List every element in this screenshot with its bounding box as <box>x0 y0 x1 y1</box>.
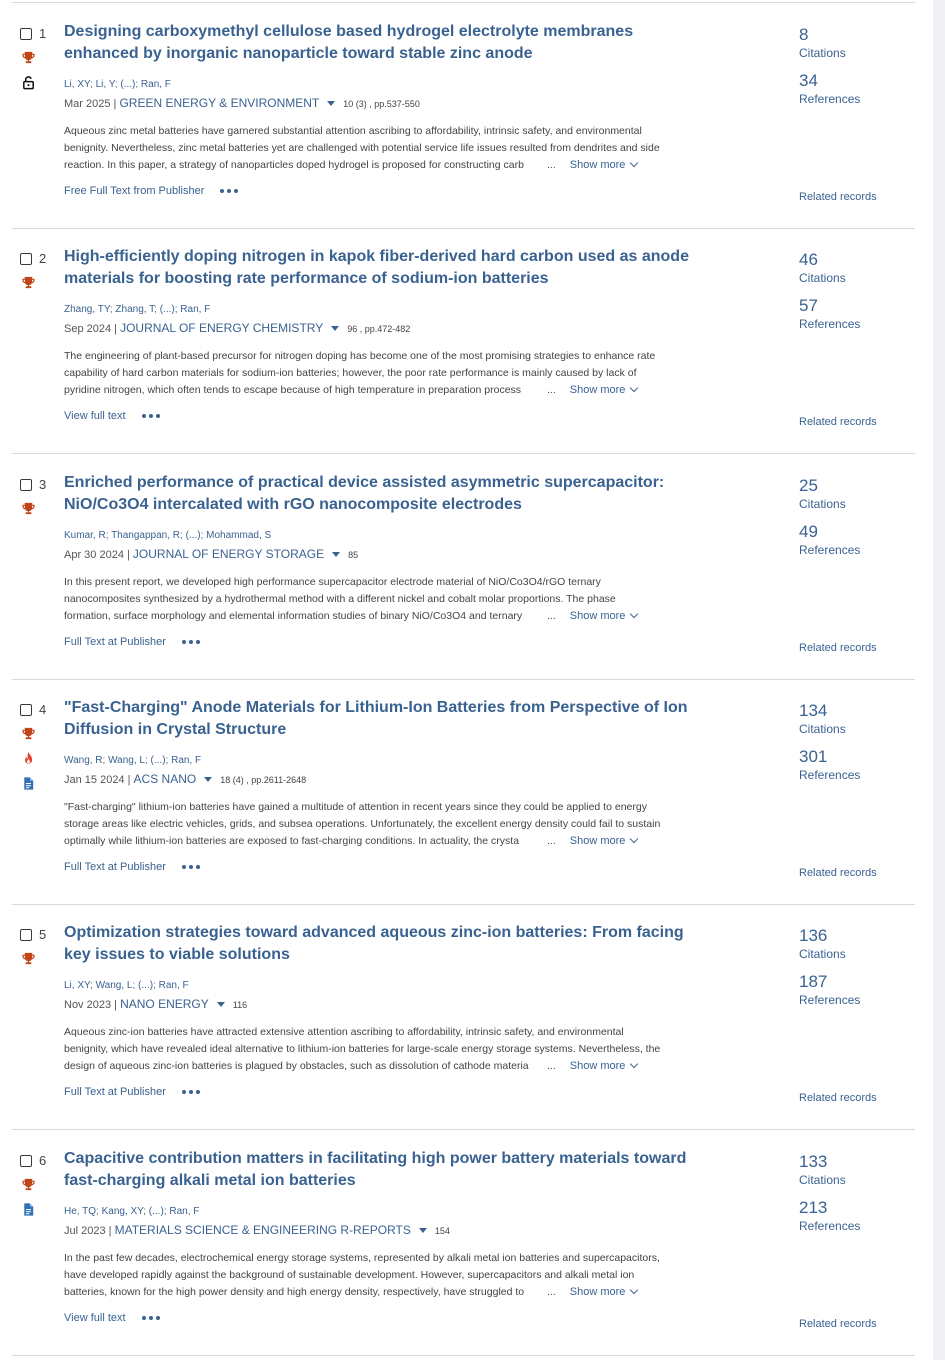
author-link[interactable]: Ran, F <box>169 1205 200 1217</box>
related-records-link[interactable]: Related records <box>799 191 877 203</box>
volume-pages: 96 , pp.472-482 <box>347 324 411 335</box>
journal-link[interactable]: NANO ENERGY <box>120 997 209 1012</box>
references-count-link[interactable]: 213 <box>799 1197 828 1217</box>
chevron-down-icon <box>630 1060 638 1068</box>
author-link[interactable]: (...) <box>138 980 154 992</box>
authors: Kumar, R; Thangappan, R; (...); Mohammad, S <box>64 529 272 541</box>
author-link[interactable]: Ran, F <box>158 980 189 992</box>
author-link[interactable]: Zhang, TY <box>64 304 110 316</box>
citations-label[interactable]: Citations <box>799 1172 846 1187</box>
volume-pages: 85 <box>348 549 359 560</box>
more-options-icon[interactable] <box>182 640 200 644</box>
abstract-line: capability of hard carbon materials for sodium-ion batteries; however, the poor rate performance is mainly caused by lack of <box>64 367 637 380</box>
related-records-link[interactable]: Related records <box>799 641 877 654</box>
journal-dropdown-icon[interactable] <box>204 777 212 782</box>
journal-dropdown-icon[interactable] <box>327 101 335 106</box>
full-text-link[interactable] <box>64 861 200 873</box>
references-count-link[interactable]: 187 <box>799 972 828 992</box>
author-link[interactable]: (...) <box>185 529 201 541</box>
trophy-icon <box>21 1177 36 1192</box>
chevron-down-icon <box>630 609 638 617</box>
publication-meta <box>64 547 358 561</box>
journal-dropdown-icon[interactable] <box>331 326 339 331</box>
references-label[interactable]: References <box>799 92 861 106</box>
abstract-line: storage areas like electric vehicles, grids, and subsea operations. Unfortunately, the excellent energy density could fail to sustain <box>64 817 661 830</box>
trophy-icon <box>21 275 36 290</box>
author-link[interactable]: Ran, F <box>180 304 211 316</box>
full-text-label: Full Text at Publisher <box>64 860 166 873</box>
related-records-link[interactable]: Related records <box>799 1317 877 1330</box>
citations-label[interactable]: Citations <box>799 721 846 736</box>
references-label[interactable]: References <box>799 1218 861 1233</box>
abstract-line: reaction. In this paper, a strategy of nanoparticles doped hydrogel is proposed for constructing carb <box>64 159 524 171</box>
select-checkbox[interactable] <box>20 1155 32 1167</box>
citations-count-link[interactable]: 46 <box>799 250 818 270</box>
abstract-line: The engineering of plant-based precursor for nitrogen doping has become one of the most promising strategies to enhance rate <box>64 350 656 363</box>
chevron-down-icon <box>630 159 638 167</box>
author-link[interactable]: Thangappan, R <box>111 529 181 541</box>
publication-date: Apr 30 2024 | <box>64 548 130 561</box>
abstract-ellipsis: ... <box>547 834 556 847</box>
publication-date: Jul 2023 | <box>64 1224 112 1237</box>
result-record <box>12 679 915 905</box>
abstract-line: design of aqueous zinc-ion batteries is plagued by obstacles, such as dissolution of cathode materia <box>64 1060 529 1073</box>
show-more-link[interactable] <box>570 1284 638 1301</box>
result-record <box>12 1130 915 1356</box>
volume-pages: 116 <box>232 1000 248 1011</box>
citations-label[interactable]: Citations <box>799 271 846 286</box>
show-more-link[interactable] <box>570 382 638 399</box>
select-checkbox[interactable] <box>20 253 32 265</box>
author-link[interactable]: Wang, L <box>108 754 145 766</box>
full-text-label: Free Full Text from Publisher <box>64 185 205 197</box>
abstract <box>64 574 694 625</box>
select-checkbox[interactable] <box>20 929 32 941</box>
journal-link[interactable]: GREEN ENERGY & ENVIRONMENT <box>119 96 320 110</box>
select-checkbox[interactable] <box>20 704 32 716</box>
author-link[interactable]: Li, Y <box>95 79 115 90</box>
metrics <box>799 1152 860 1234</box>
show-more-label: Show more <box>569 159 626 171</box>
author-link[interactable]: Kumar, R <box>64 529 106 541</box>
review-document-icon <box>21 776 36 791</box>
abstract-line: Aqueous zinc-ion batteries have attracted extensive attention ascribing to affordability, intrinsic safety, and environmental <box>64 1026 624 1039</box>
journal-link[interactable]: JOURNAL OF ENERGY CHEMISTRY <box>120 321 324 336</box>
abstract-line: optimally while lithium-ion batteries are exposed to fast-charging conditions. In actuality, the crysta <box>64 834 520 847</box>
abstract-ellipsis: ... <box>547 1060 556 1073</box>
citations-count-link[interactable]: 133 <box>799 1151 828 1171</box>
record-title-link[interactable]: Capacitive contribution matters in facilitating high power battery materials toward fast-charging alkali metal ion batteries <box>64 1149 687 1189</box>
citations-label[interactable]: Citations <box>799 496 846 511</box>
authors: Li, XY; Wang, L; (...); Ran, F <box>64 980 189 992</box>
trophy-icon <box>21 50 36 65</box>
author-link[interactable]: (...) <box>148 1205 164 1217</box>
metrics <box>799 926 860 1008</box>
references-count-link[interactable]: 34 <box>799 71 818 90</box>
record-number: 4 <box>39 701 47 717</box>
publication-date: Jan 15 2024 | <box>64 773 131 786</box>
author-link[interactable]: Zhang, T <box>115 304 155 316</box>
author-link[interactable]: He, TQ <box>64 1205 97 1217</box>
author-link[interactable]: Wang, L <box>95 980 133 992</box>
full-text-link[interactable] <box>64 410 160 422</box>
hot-paper-icon <box>21 751 36 766</box>
abstract-line: nanocomposites synthesized by a hydrothermal method with a different nickel and cobalt molar proportions. The phase <box>64 592 616 605</box>
references-count-link[interactable]: 49 <box>799 521 818 541</box>
references-count-link[interactable]: 57 <box>799 296 818 316</box>
result-record <box>12 904 915 1130</box>
citations-count-link[interactable]: 8 <box>799 25 809 44</box>
metrics <box>799 701 860 783</box>
scrollbar[interactable] <box>933 0 945 1360</box>
abstract <box>64 123 694 174</box>
full-text-link[interactable] <box>64 1312 160 1324</box>
full-text-link[interactable] <box>64 636 200 648</box>
metrics <box>799 250 860 332</box>
related-records-link[interactable]: Related records <box>799 866 877 879</box>
full-text-label: View full text <box>64 410 126 423</box>
abstract-line: benignity, which have revealed ideal alternative to lithium-ion batteries for large-scale energy storage systems. Nevertheless, the <box>64 1043 661 1056</box>
open-access-icon <box>21 75 36 90</box>
chevron-down-icon <box>630 384 638 392</box>
publication-meta <box>64 96 420 110</box>
more-options-icon[interactable] <box>142 414 160 418</box>
more-options-icon[interactable] <box>142 1316 160 1320</box>
references-label[interactable]: References <box>799 317 861 332</box>
abstract-line: In this present report, we developed high performance supercapacitor electrode material of NiO/Co3O4/rGO ternary <box>64 575 601 588</box>
volume-pages: 154 <box>434 1225 450 1236</box>
show-more-label: Show more <box>569 1285 626 1298</box>
author-link[interactable]: Ran, F <box>171 754 202 766</box>
more-options-icon[interactable] <box>182 1090 200 1094</box>
authors: Li, XY; Li, Y; (...); Ran, F <box>64 79 171 90</box>
author-link[interactable]: Wang, R <box>64 754 103 766</box>
abstract-line: benignity. Nevertheless, zinc metal batteries yet are challenged with potential service life issues resulted from dendrites and side <box>64 142 660 154</box>
related-records-link[interactable]: Related records <box>799 1092 877 1105</box>
result-record <box>12 3 915 229</box>
metrics <box>799 476 860 558</box>
related-records-link[interactable]: Related records <box>799 416 877 429</box>
full-text-label: Full Text at Publisher <box>64 1086 166 1099</box>
abstract <box>64 1024 694 1075</box>
citations-label[interactable]: Citations <box>799 46 846 60</box>
references-count-link[interactable]: 301 <box>799 746 828 766</box>
publication-meta <box>64 772 306 786</box>
review-document-icon <box>21 1202 36 1217</box>
trophy-icon <box>21 501 36 516</box>
abstract-line: pyridine nitrogen, which often tends to escape because of high temperature in preparation process <box>64 384 522 397</box>
author-link[interactable]: Li, XY <box>64 79 91 90</box>
abstract <box>64 1250 694 1301</box>
metrics <box>799 25 860 107</box>
abstract-line: Aqueous zinc metal batteries have garnered substantial attention ascribing to affordability, intrinsic safety, and environmental <box>64 125 642 137</box>
result-record <box>12 228 915 454</box>
publication-date: Nov 2023 | <box>64 999 118 1012</box>
citations-count-link[interactable]: 136 <box>799 926 828 946</box>
more-options-icon[interactable] <box>182 865 200 869</box>
record-number: 1 <box>39 26 47 41</box>
abstract-ellipsis: ... <box>547 1285 556 1298</box>
journal-link[interactable]: MATERIALS SCIENCE & ENGINEERING R-REPORTS <box>114 1222 411 1237</box>
show-more-label: Show more <box>569 609 626 622</box>
author-link[interactable]: Ran, F <box>140 79 171 90</box>
publication-meta <box>64 321 410 335</box>
author-link[interactable]: (...) <box>159 304 175 316</box>
citations-count-link[interactable]: 25 <box>799 475 818 495</box>
trophy-icon <box>21 951 36 966</box>
record-title-link[interactable]: Enriched performance of practical device assisted asymmetric supercapacitor: NiO/Co3O4 intercalated with rGO nanocomposite electrodes <box>64 473 665 513</box>
show-more-label: Show more <box>569 384 626 397</box>
full-text-label: Full Text at Publisher <box>64 635 166 648</box>
abstract-ellipsis: ... <box>547 159 556 171</box>
record-title-link[interactable]: Designing carboxymethyl cellulose based hydrogel electrolyte membranes enhanced by inorganic nanoparticle toward stable zinc anode <box>64 23 634 62</box>
chevron-down-icon <box>630 835 638 843</box>
abstract-line: "Fast-charging" lithium-ion batteries have gained a multitude of attention in recent years since they could be applied to energy <box>64 800 647 813</box>
citations-label[interactable]: Citations <box>799 947 846 962</box>
show-more-link[interactable] <box>570 157 638 174</box>
abstract-line: formation, surface morphology and elemental information studies of binary NiO/Co3O4 and ternary <box>64 609 523 622</box>
record-title-link[interactable]: "Fast-Charging" Anode Materials for Lithium-Ion Batteries from Perspective of Ion Diffusion in Crystal Structure <box>64 698 688 738</box>
journal-link[interactable]: ACS NANO <box>133 771 197 786</box>
references-label[interactable]: References <box>799 993 861 1008</box>
references-label[interactable]: References <box>799 542 861 557</box>
select-checkbox[interactable] <box>20 28 32 40</box>
chevron-down-icon <box>630 1285 638 1293</box>
abstract <box>64 348 694 399</box>
record-number: 3 <box>39 476 47 492</box>
record-number: 5 <box>39 927 47 943</box>
references-label[interactable]: References <box>799 767 861 782</box>
abstract-ellipsis: ... <box>547 609 556 622</box>
journal-dropdown-icon[interactable] <box>332 552 340 557</box>
citations-count-link[interactable]: 134 <box>799 700 828 720</box>
show-more-link[interactable] <box>570 608 638 625</box>
volume-pages: 18 (4) , pp.2611-2648 <box>220 774 307 785</box>
show-more-label: Show more <box>569 834 626 847</box>
show-more-link[interactable] <box>570 833 638 850</box>
volume-pages: 10 (3) , pp.537-550 <box>343 99 420 109</box>
abstract <box>64 799 694 850</box>
author-link[interactable]: Mohammad, S <box>206 529 272 541</box>
abstract-ellipsis: ... <box>547 384 556 397</box>
more-options-icon[interactable] <box>220 189 238 193</box>
record-number: 2 <box>39 251 47 267</box>
record-title-link[interactable]: Optimization strategies toward advanced aqueous zinc-ion batteries: From facing key issues to viable solutions <box>64 924 684 964</box>
full-text-label: View full text <box>64 1311 126 1324</box>
publication-date: Mar 2025 | <box>64 98 117 110</box>
record-title-link[interactable]: High-efficiently doping nitrogen in kapok fiber-derived hard carbon used as anode materials for boosting rate performance of sodium-ion batteries <box>64 248 689 288</box>
abstract-line: have developed rapidly against the background of sustainable development. However, supercapacitors and alkali metal ion <box>64 1268 635 1281</box>
authors: Zhang, TY; Zhang, T; (...); Ran, F <box>64 304 211 316</box>
show-more-label: Show more <box>569 1060 626 1073</box>
author-link[interactable]: Li, XY <box>64 980 91 992</box>
abstract-line: In the past few decades, electrochemical energy storage systems, represented by alkali metal ion batteries and supercapacitors, <box>64 1251 660 1264</box>
select-checkbox[interactable] <box>20 479 32 491</box>
authors: Wang, R; Wang, L; (...); Ran, F <box>64 754 202 766</box>
author-link[interactable]: (...) <box>120 79 136 90</box>
publication-meta <box>64 1223 450 1237</box>
author-link[interactable]: Kang, XY <box>101 1205 144 1217</box>
journal-dropdown-icon[interactable] <box>217 1002 225 1007</box>
publication-date: Sep 2024 | <box>64 323 118 336</box>
full-text-link[interactable] <box>64 1086 200 1098</box>
full-text-link[interactable] <box>64 185 238 197</box>
trophy-icon <box>21 726 36 741</box>
result-record <box>12 454 915 680</box>
journal-link[interactable]: JOURNAL OF ENERGY STORAGE <box>132 546 325 561</box>
publication-meta <box>64 997 247 1011</box>
journal-dropdown-icon[interactable] <box>419 1228 427 1233</box>
authors: He, TQ; Kang, XY; (...); Ran, F <box>64 1205 200 1217</box>
show-more-link[interactable] <box>570 1058 638 1075</box>
record-number: 6 <box>39 1152 47 1168</box>
author-link[interactable]: (...) <box>150 754 166 766</box>
abstract-line: batteries, known for the high power density and high energy density, respectively, have struggled to <box>64 1285 525 1298</box>
